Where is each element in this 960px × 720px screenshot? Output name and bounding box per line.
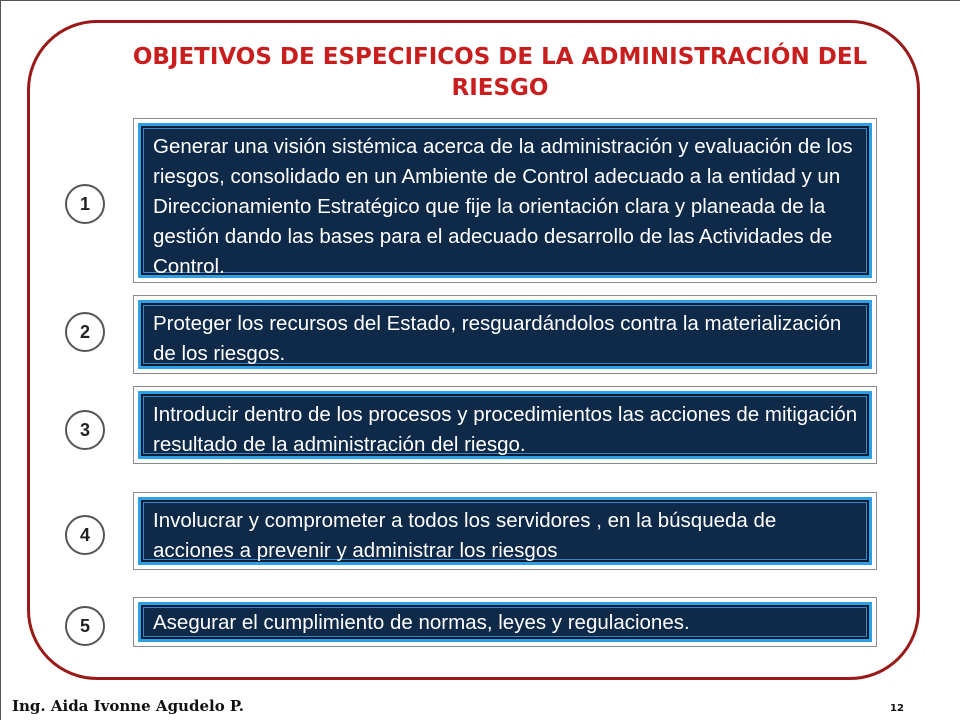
page-number: 12 (890, 703, 904, 714)
footer-author: Ing. Aida Ivonne Agudelo P. (12, 697, 244, 715)
objective-box-1 (133, 118, 877, 283)
objective-text-5: Asegurar el cumplimiento de normas, leyes y regulaciones. (138, 602, 872, 642)
objective-text-1: Generar una visión sistémica acerca de la administración y evaluación de los riesgos, consolidado en un Ambiente de Control adecuado a la entidad y un Direccionamiento Estratégico que fije la orientación clara y planeada de la gestión dando las bases para el adecuado desarrollo de las Actividades de Control. (138, 123, 872, 278)
objective-text-4: Involucrar y comprometer a todos los servidores , en la búsqueda de acciones a prevenir y administrar los riesgos (138, 497, 872, 565)
objective-text-3: Introducir dentro de los procesos y procedimientos las acciones de mitigación resultado de la administración del riesgo. (138, 391, 872, 459)
objective-text-2: Proteger los recursos del Estado, resguardándolos contra la materialización de los riesgos. (138, 300, 872, 369)
objective-number-2: 2 (65, 312, 105, 352)
slide-left-edge (0, 0, 1, 720)
objective-box-5 (133, 597, 877, 647)
objective-box-4 (133, 492, 877, 570)
objective-number-3: 3 (65, 410, 105, 450)
objective-number-4: 4 (65, 515, 105, 555)
slide-title: OBJETIVOS DE ESPECIFICOS DE LA ADMINISTRACIÓN DEL RIESGO (132, 44, 868, 101)
objective-number-5: 5 (65, 606, 105, 646)
objective-box-2 (133, 295, 877, 374)
objective-box-3 (133, 386, 877, 464)
objective-number-1: 1 (65, 184, 105, 224)
slide-top-edge (0, 0, 960, 1)
